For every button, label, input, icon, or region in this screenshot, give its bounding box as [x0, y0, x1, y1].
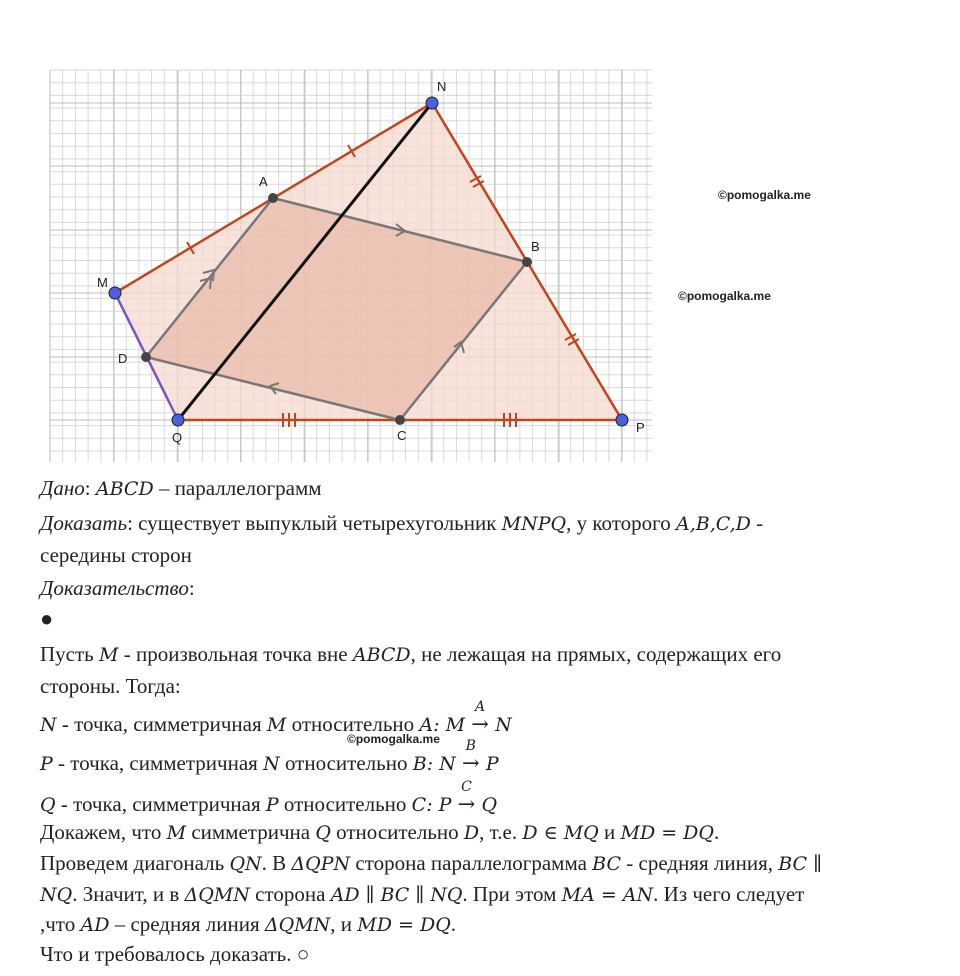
math: AD ∥ BC ∥ NQ — [330, 884, 463, 906]
text: - точка, симметричная — [55, 792, 266, 816]
label-q: Q — [172, 430, 183, 445]
proof-heading — [40, 574, 195, 602]
point-a — [268, 193, 278, 203]
math: N — [40, 714, 57, 736]
point-d — [141, 352, 151, 362]
text: относительно — [279, 751, 413, 775]
prove-math: A,B,C,D — [675, 513, 751, 535]
math: Q — [40, 794, 56, 816]
text: – средняя линия — [109, 912, 265, 936]
text: Пусть — [40, 642, 99, 666]
point-p — [616, 414, 628, 426]
math: : N — [426, 753, 462, 775]
text: , не лежащая на прямых, содержащих его — [410, 642, 782, 666]
arrow-glyph: → — [461, 751, 480, 775]
text: относительно — [278, 792, 412, 816]
math: M — [99, 644, 119, 666]
math: P — [40, 753, 53, 775]
math: NQ — [40, 884, 73, 906]
point-c — [395, 415, 405, 425]
math: MD = DQ — [620, 822, 714, 844]
math: : P — [426, 794, 458, 816]
math: C — [411, 794, 427, 816]
watermark: ©pomogalka.me — [678, 289, 771, 303]
prove-text: : существует выпуклый четырехугольник — [127, 511, 502, 535]
text: и — [598, 820, 621, 844]
math: N — [263, 753, 280, 775]
text: симметрична — [186, 820, 316, 844]
text: - произвольная точка вне — [118, 642, 353, 666]
text: относительно — [286, 712, 420, 736]
math: ΔQMN — [264, 914, 331, 936]
label-d: D — [118, 351, 128, 366]
claim-line — [40, 818, 719, 847]
label-a: A — [259, 174, 268, 189]
text: Докажем, что — [40, 820, 167, 844]
prove-math: MNPQ — [501, 513, 567, 535]
arrow-glyph: → — [457, 792, 476, 816]
text: . Значит, и в — [72, 882, 185, 906]
math: M — [166, 822, 187, 844]
label-p: P — [636, 420, 645, 435]
proof-line-1 — [40, 849, 822, 878]
paragraph-1 — [40, 640, 781, 669]
math: : M — [433, 714, 472, 736]
given-math: ABCD — [95, 478, 154, 500]
math: ABCD — [352, 644, 411, 666]
text: . — [714, 820, 720, 844]
text: , т.е. — [479, 820, 523, 844]
arrow-glyph: → — [471, 712, 489, 736]
prove-text: - — [750, 511, 764, 535]
text: , и — [330, 912, 358, 936]
math: B — [412, 753, 427, 775]
arrow-label: A — [475, 699, 486, 715]
point-n-definition — [40, 699, 512, 739]
math: ΔQPN — [291, 853, 351, 875]
math: AD — [80, 914, 110, 936]
text: - точка, симметричная — [56, 712, 267, 736]
arrow-label: B — [465, 738, 476, 754]
math: D ∈ MQ — [522, 822, 599, 844]
text: ,что — [40, 912, 81, 936]
proof-line-3 — [40, 910, 456, 939]
text: относительно — [330, 820, 464, 844]
text: . В — [261, 851, 292, 875]
conclusion-line: Что и требовалось доказать. ○ — [40, 942, 310, 966]
point-m — [109, 287, 121, 299]
arrow-label: C — [461, 779, 472, 795]
text: сторона параллелограмма — [350, 851, 593, 875]
text: - средняя линия, — [621, 851, 779, 875]
watermark: ©pomogalka.me — [718, 188, 811, 202]
given-rest: – параллелограмм — [153, 476, 322, 500]
geometry-figure — [0, 0, 960, 470]
math: D — [463, 822, 480, 844]
text: Проведем диагональ — [40, 851, 230, 875]
given-line: Дано: ABCD – параллелограмм — [40, 476, 322, 500]
math: BC ∥ — [778, 853, 822, 875]
proof-label: Доказательство — [40, 576, 189, 600]
math: N — [489, 714, 512, 736]
prove-line-2: середины сторон — [40, 543, 192, 567]
text: сторона — [249, 882, 331, 906]
math: QN — [229, 853, 262, 875]
math: A — [419, 714, 434, 736]
prove-label: Доказать — [40, 511, 128, 535]
given-label: Дано — [40, 476, 85, 500]
text: . Из чего следует — [653, 882, 805, 906]
proof-line-2 — [40, 880, 804, 909]
paragraph-1-cont: стороны. Тогда: — [40, 674, 181, 698]
point-q — [172, 414, 184, 426]
math: Q — [315, 822, 331, 844]
label-n: N — [437, 79, 447, 94]
watermark: ©pomogalka.me — [347, 732, 440, 746]
math: MA = AN — [561, 884, 654, 906]
math: M — [266, 714, 287, 736]
label-m: M — [97, 275, 108, 290]
text: . — [450, 912, 457, 936]
text: - точка, симметричная — [52, 751, 264, 775]
label-b: B — [531, 239, 540, 254]
prove-line — [40, 509, 763, 538]
prove-text: , у которого — [566, 511, 676, 535]
mapping-arrow — [457, 779, 476, 818]
math: P — [265, 794, 279, 816]
bullet: ● — [40, 606, 54, 631]
math: BC — [592, 853, 622, 875]
text: . При этом — [462, 882, 562, 906]
math: P — [479, 753, 499, 775]
math: Q — [475, 794, 498, 816]
label-c: C — [397, 428, 407, 443]
point-n — [426, 97, 438, 109]
math: MD = DQ — [357, 914, 451, 936]
point-b — [522, 257, 532, 267]
math: ΔQMN — [184, 884, 250, 906]
proof-colon: : — [188, 576, 195, 600]
point-q-definition — [40, 779, 498, 819]
